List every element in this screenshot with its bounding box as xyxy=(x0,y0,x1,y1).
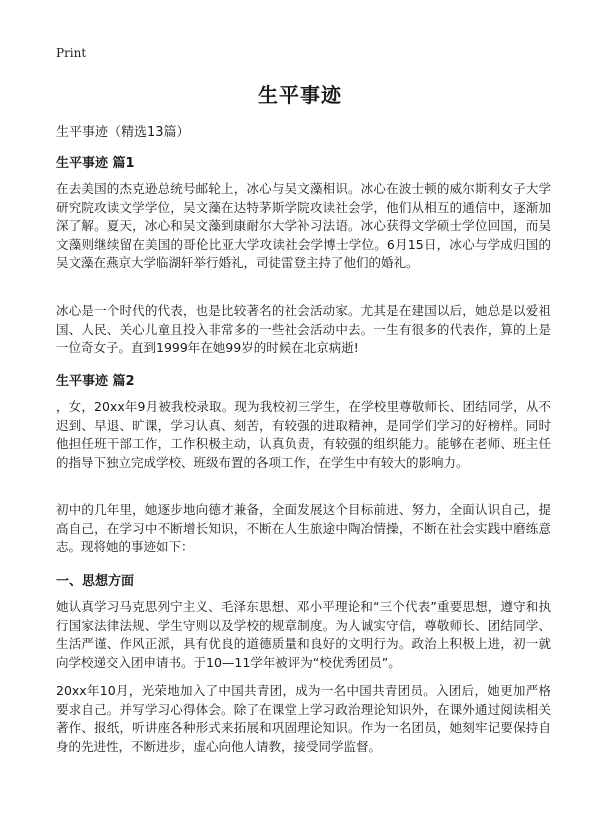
section-3-paragraph-2: 20xx年10月，光荣地加入了中国共青团，成为一名中国共青团员。入团后，她更加严格要求自己。并写学习心得体会。除了在课堂上学习政治理论知识外，在课外通过阅读相关著作、报纸，听讲座各种形式来拓展和巩固理论知识。作为一名团员，她刻牢记要保持自身的先进性，不断进步，虚心向他人请教，接受同学监督。 xyxy=(56,683,551,754)
section-3-paragraph-1: 她认真学习马克思列宁主义、毛泽东思想、邓小平理论和“三个代表”重要思想，遵守和执行国家法律法规、学生守则以及学校的规章制度。为人诚实守信，尊敬师长、团结同学、生活严谨、作风正派，具有优良的道德质量和良好的文明行为。政治上积极上进，初一就向学校递交入团申请书。于10—11学年被评为“校优秀团员”。 xyxy=(56,599,551,670)
page-title: 生平事迹 xyxy=(258,83,342,107)
section-heading-1: 生平事迹 篇1 xyxy=(56,156,135,171)
section-2-paragraph-2: 初中的几年里，她逐步地向德才兼备，全面发展这个目标前进、努力，全面认识自己，提高自己，在学习中不断增长知识，不断在人生旅途中陶冶情操，不断在社会实践中磨练意志。现将她的事迹如下： xyxy=(56,502,551,554)
section-heading-3: 一、思想方面 xyxy=(56,574,135,589)
section-1-paragraph-1: 在去美国的杰克逊总统号邮轮上，冰心与吴文藻相识。冰心在波士顿的威尔斯利女子大学研究院攻读文学学位，吴文藻在达特茅斯学院攻读社会学，他们从相互的通信中，逐渐加深了解。夏天，冰心和吴文藻到康耐尔大学补习法语。冰心获得文学硕士学位回国，而吴文藻则继续留在美国的哥伦比亚大学攻读社会学博士学位。6月15日，冰心与学成归国的吴文藻在燕京大学临湖轩举行婚礼，司徒雷登主持了他们的婚礼。 xyxy=(56,181,551,270)
section-heading-2: 生平事迹 篇2 xyxy=(56,374,135,389)
print-link[interactable]: Print xyxy=(56,46,87,60)
section-2-paragraph-1: ，女，20xx年9月被我校录取。现为我校初三学生，在学校里尊敬师长、团结同学，从不迟到、早退、旷课，学习认真、刻苦，有较强的进取精神，是同学们学习的好榜样。同时他担任班干部工作，工作积极主动，认真负责，有较强的组织能力。能够在老师、班主任的指导下独立完成学校、班级布置的各项工作，在学生中有较大的影响力。 xyxy=(56,399,551,470)
document-subtitle: 生平事迹（精选13篇） xyxy=(56,125,190,140)
section-1-paragraph-2: 冰心是一个时代的代表，也是比较著名的社会活动家。尤其是在建国以后，她总是以爱祖国、人民、关心儿童且投入非常多的一些社会活动中去。一生有很多的代表作，算的上是一位奇女子。直到1999年在她99岁的时候在北京病逝! xyxy=(56,303,551,355)
